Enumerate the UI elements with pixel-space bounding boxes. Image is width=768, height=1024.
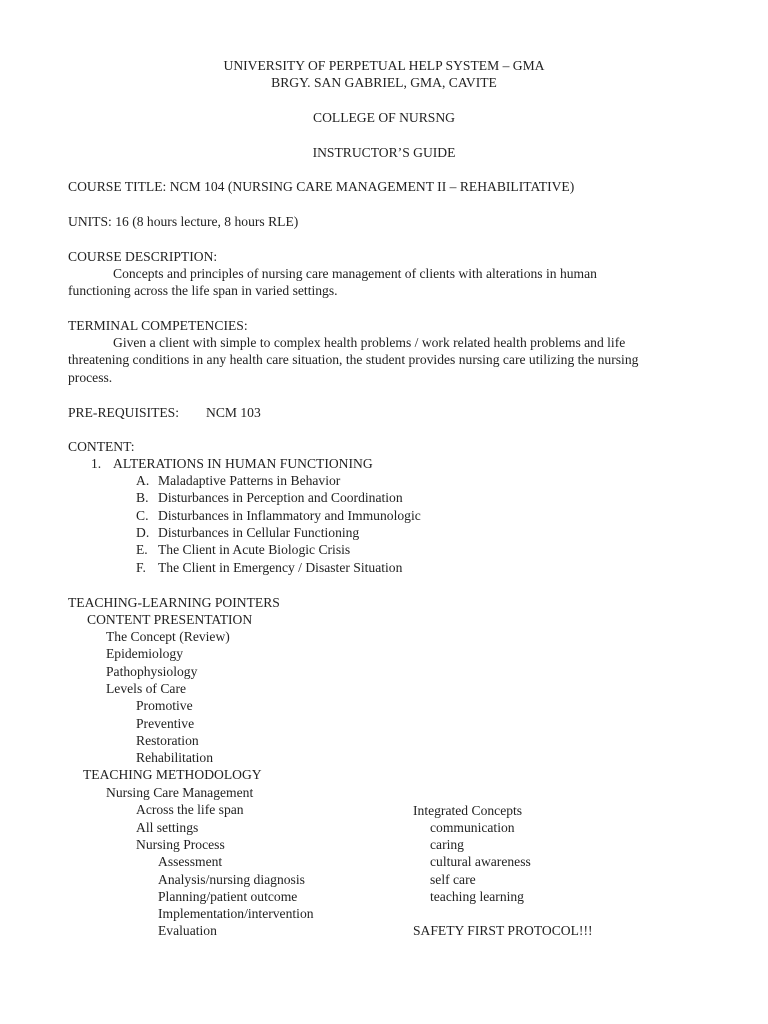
content-subitem — [136, 472, 340, 489]
subitem-text: Disturbances in Cellular Functioning — [158, 525, 360, 540]
content-presentation-item: Epidemiology — [106, 646, 184, 661]
nursing-process-step: Analysis/nursing diagnosis — [158, 872, 305, 887]
terminal-competencies-line: process. — [68, 370, 113, 385]
subitem-text: Disturbances in Perception and Coordination — [158, 490, 403, 505]
subitem-text: Maladaptive Patterns in Behavior — [158, 473, 341, 488]
terminal-competencies-heading: TERMINAL COMPETENCIES: — [68, 318, 248, 333]
nursing-process-step: Evaluation — [158, 923, 217, 938]
level-of-care-item: Restoration — [136, 733, 199, 748]
level-of-care-item: Rehabilitation — [136, 750, 214, 765]
integrated-concept-item: self care — [430, 872, 476, 887]
document-type: INSTRUCTOR’S GUIDE — [312, 145, 456, 160]
safety-first-protocol: SAFETY FIRST PROTOCOL!!! — [413, 923, 593, 938]
content-presentation-item: Levels of Care — [106, 681, 187, 696]
course-title: COURSE TITLE: NCM 104 (NURSING CARE MANAGEMENT II – REHABILITATIVE) — [68, 179, 575, 194]
integrated-concept-item: communication — [430, 820, 515, 835]
subitem-text: The Client in Emergency / Disaster Situation — [158, 560, 403, 575]
content-subitem — [136, 524, 359, 541]
content-heading: CONTENT: — [68, 439, 135, 454]
course-description-heading: COURSE DESCRIPTION: — [68, 249, 218, 264]
terminal-competencies-line: Given a client with simple to complex health problems / work related health problems and life — [113, 335, 626, 350]
nursing-care-management: Nursing Care Management — [106, 785, 254, 800]
course-description-line: Concepts and principles of nursing care management of clients with alterations in human — [113, 266, 597, 281]
subitem-text: The Client in Acute Biologic Crisis — [158, 542, 351, 557]
subitem-letter: E. — [136, 542, 148, 557]
teaching-learning-pointers-heading: TEACHING-LEARNING POINTERS — [68, 595, 280, 610]
university-address: BRGY. SAN GABRIEL, GMA, CAVITE — [271, 75, 497, 90]
integrated-concept-item: teaching learning — [430, 889, 524, 904]
course-description-line: functioning across the life span in varied settings. — [68, 283, 338, 298]
units: UNITS: 16 (8 hours lecture, 8 hours RLE) — [68, 214, 299, 229]
content-presentation-item: Pathophysiology — [106, 664, 198, 679]
subitem-letter: C. — [136, 508, 149, 523]
content-presentation-item: The Concept (Review) — [106, 629, 230, 644]
level-of-care-item: Preventive — [136, 716, 195, 731]
ncm-item: Across the life span — [136, 802, 244, 817]
integrated-concept-item: caring — [430, 837, 464, 852]
content-item — [91, 455, 373, 472]
subitem-letter: D. — [136, 525, 150, 540]
ncm-item: All settings — [136, 820, 199, 835]
content-presentation-heading: CONTENT PRESENTATION — [87, 612, 253, 627]
teaching-methodology-heading: TEACHING METHODOLOGY — [83, 767, 262, 782]
content-subitem — [136, 489, 403, 506]
content-subitem — [136, 507, 421, 524]
nursing-process-step: Planning/patient outcome — [158, 889, 298, 904]
content-subitem — [136, 559, 402, 576]
college-name: COLLEGE OF NURSNG — [313, 110, 455, 125]
terminal-competencies-line: threatening conditions in any health care situation, the student provides nursing care utilizing the nursing — [68, 352, 639, 367]
integrated-concept-item: cultural awareness — [430, 854, 531, 869]
integrated-concepts-heading: Integrated Concepts — [413, 803, 523, 818]
content-item-label: ALTERATIONS IN HUMAN FUNCTIONING — [113, 456, 373, 471]
nursing-process-step: Implementation/intervention — [158, 906, 314, 921]
university-name: UNIVERSITY OF PERPETUAL HELP SYSTEM – GMA — [223, 58, 545, 73]
content-item-number: 1. — [91, 456, 102, 471]
content-subitem — [136, 541, 350, 558]
subitem-text: Disturbances in Inflammatory and Immunologic — [158, 508, 421, 523]
subitem-letter: B. — [136, 490, 149, 505]
prerequisites-label: PRE-REQUISITES: — [68, 405, 180, 420]
nursing-process-step: Assessment — [158, 854, 223, 869]
prerequisites-value: NCM 103 — [206, 405, 261, 420]
subitem-letter: A. — [136, 473, 150, 488]
ncm-item: Nursing Process — [136, 837, 225, 852]
subitem-letter: F. — [136, 560, 146, 575]
level-of-care-item: Promotive — [136, 698, 193, 713]
